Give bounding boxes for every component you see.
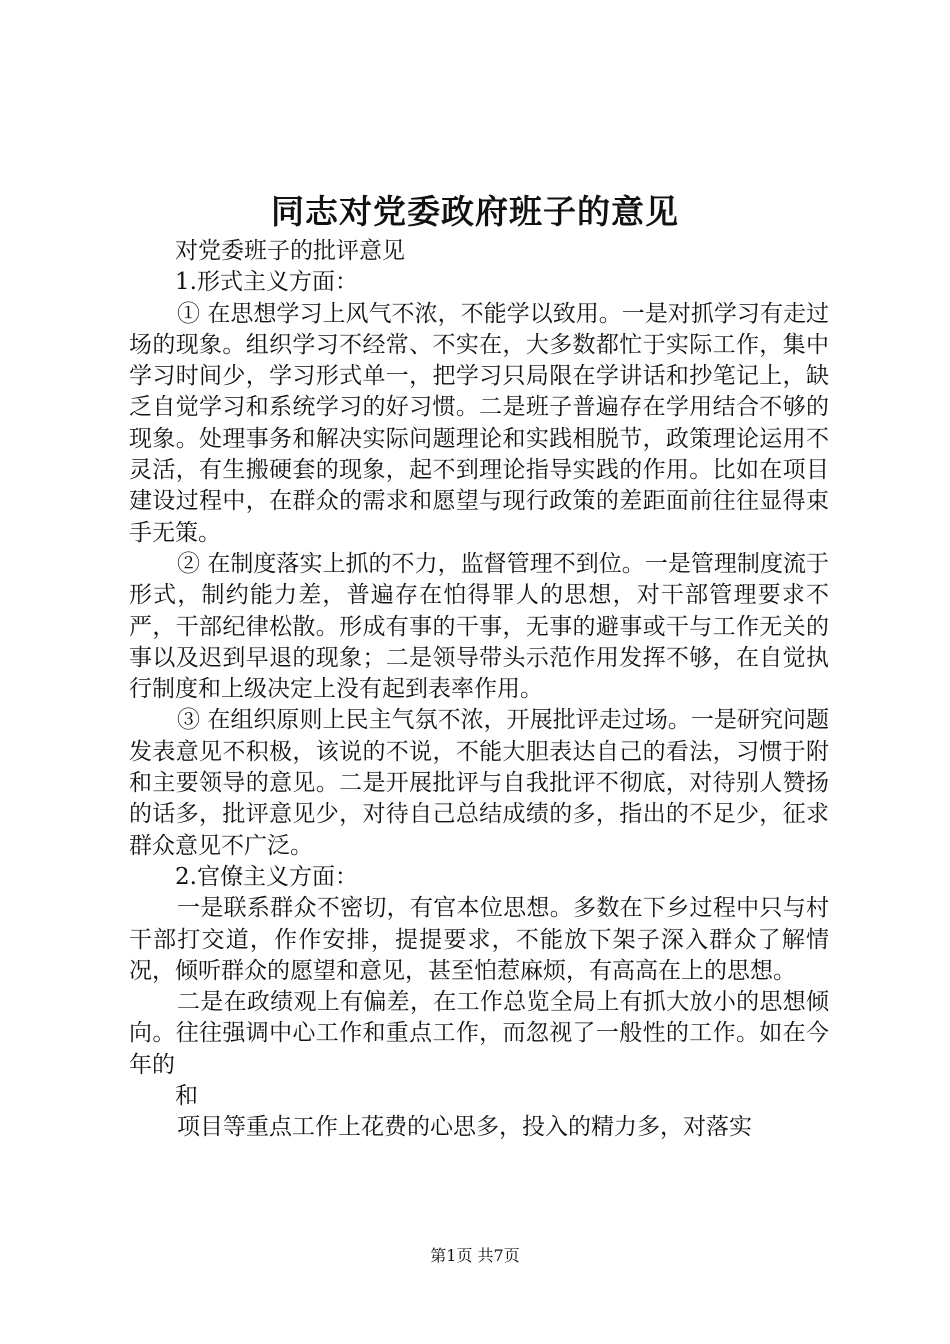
- section-heading-bureaucracy: 2.官僚主义方面：: [175, 863, 358, 890]
- paragraph-heading: 对党委班子的批评意见: [175, 238, 405, 264]
- paragraph-item-2: ② 在制度落实上抓的不力，监督管理不到位。一是管理制度流于形式，制约能力差，普遍存在怕得罪人的思想，对干部管理要求不严，干部纪律松散。形成有事的干事，无事的避事或干与工作无关的事以及迟到早退的现象；二是领导带头示范作用发挥不够，在自觉执行制度和上级决定上没有起到表率作用。: [129, 550, 829, 703]
- document-title: 同志对党委政府班子的意见: [271, 192, 679, 231]
- document-body: [129, 236, 829, 1144]
- paragraph-bureaucracy-1: 一是联系群众不密切，有官本位思想。多数在下乡过程中只与村干部打交道，作作安排，提提要求，不能放下架子深入群众了解情况，倾听群众的愿望和意见，甚至怕惹麻烦，有高高在上的思想。: [129, 895, 829, 984]
- paragraph-item-3: ③ 在组织原则上民主气氛不浓，开展批评走过场。一是研究问题发表意见不积极，该说的不说，不能大胆表达自己的看法，习惯于附和主要领导的意见。二是开展批评与自我批评不彻底，对待别人赞扬的话多，批评意见少，对待自己总结成绩的多，指出的不足少，征求群众意见不广泛。: [129, 707, 829, 859]
- paragraph-bureaucracy-2: 二是在政绩观上有偏差，在工作总览全局上有抓大放小的思想倾向。往往强调中心工作和重点工作，而忽视了一般性的工作。如在今年的: [129, 989, 829, 1078]
- page-indicator: 第1页 共7页: [430, 1246, 520, 1265]
- paragraph-fragment-and: 和: [175, 1083, 198, 1110]
- paragraph-item-1: ① 在思想学习上风气不浓，不能学以致用。一是对抓学习有走过场的现象。组织学习不经常、不实在，大多数都忙于实际工作，集中学习时间少，学习形式单一，把学习只局限在学讲话和抄笔记上，缺乏自觉学习和系统学习的好习惯。二是班子普遍存在学用结合不够的现象。处理事务和解决实际问题理论和实践相脱节，政策理论运用不灵活，有生搬硬套的现象，起不到理论指导实践的作用。比如在项目建设过程中，在群众的需求和愿望与现行政策的差距面前往往显得束手无策。: [129, 300, 829, 546]
- paragraph-fragment-projects: 项目等重点工作上花费的心思多，投入的精力多，对落实: [177, 1114, 752, 1141]
- section-heading-formalism: 1.形式主义方面：: [175, 269, 358, 296]
